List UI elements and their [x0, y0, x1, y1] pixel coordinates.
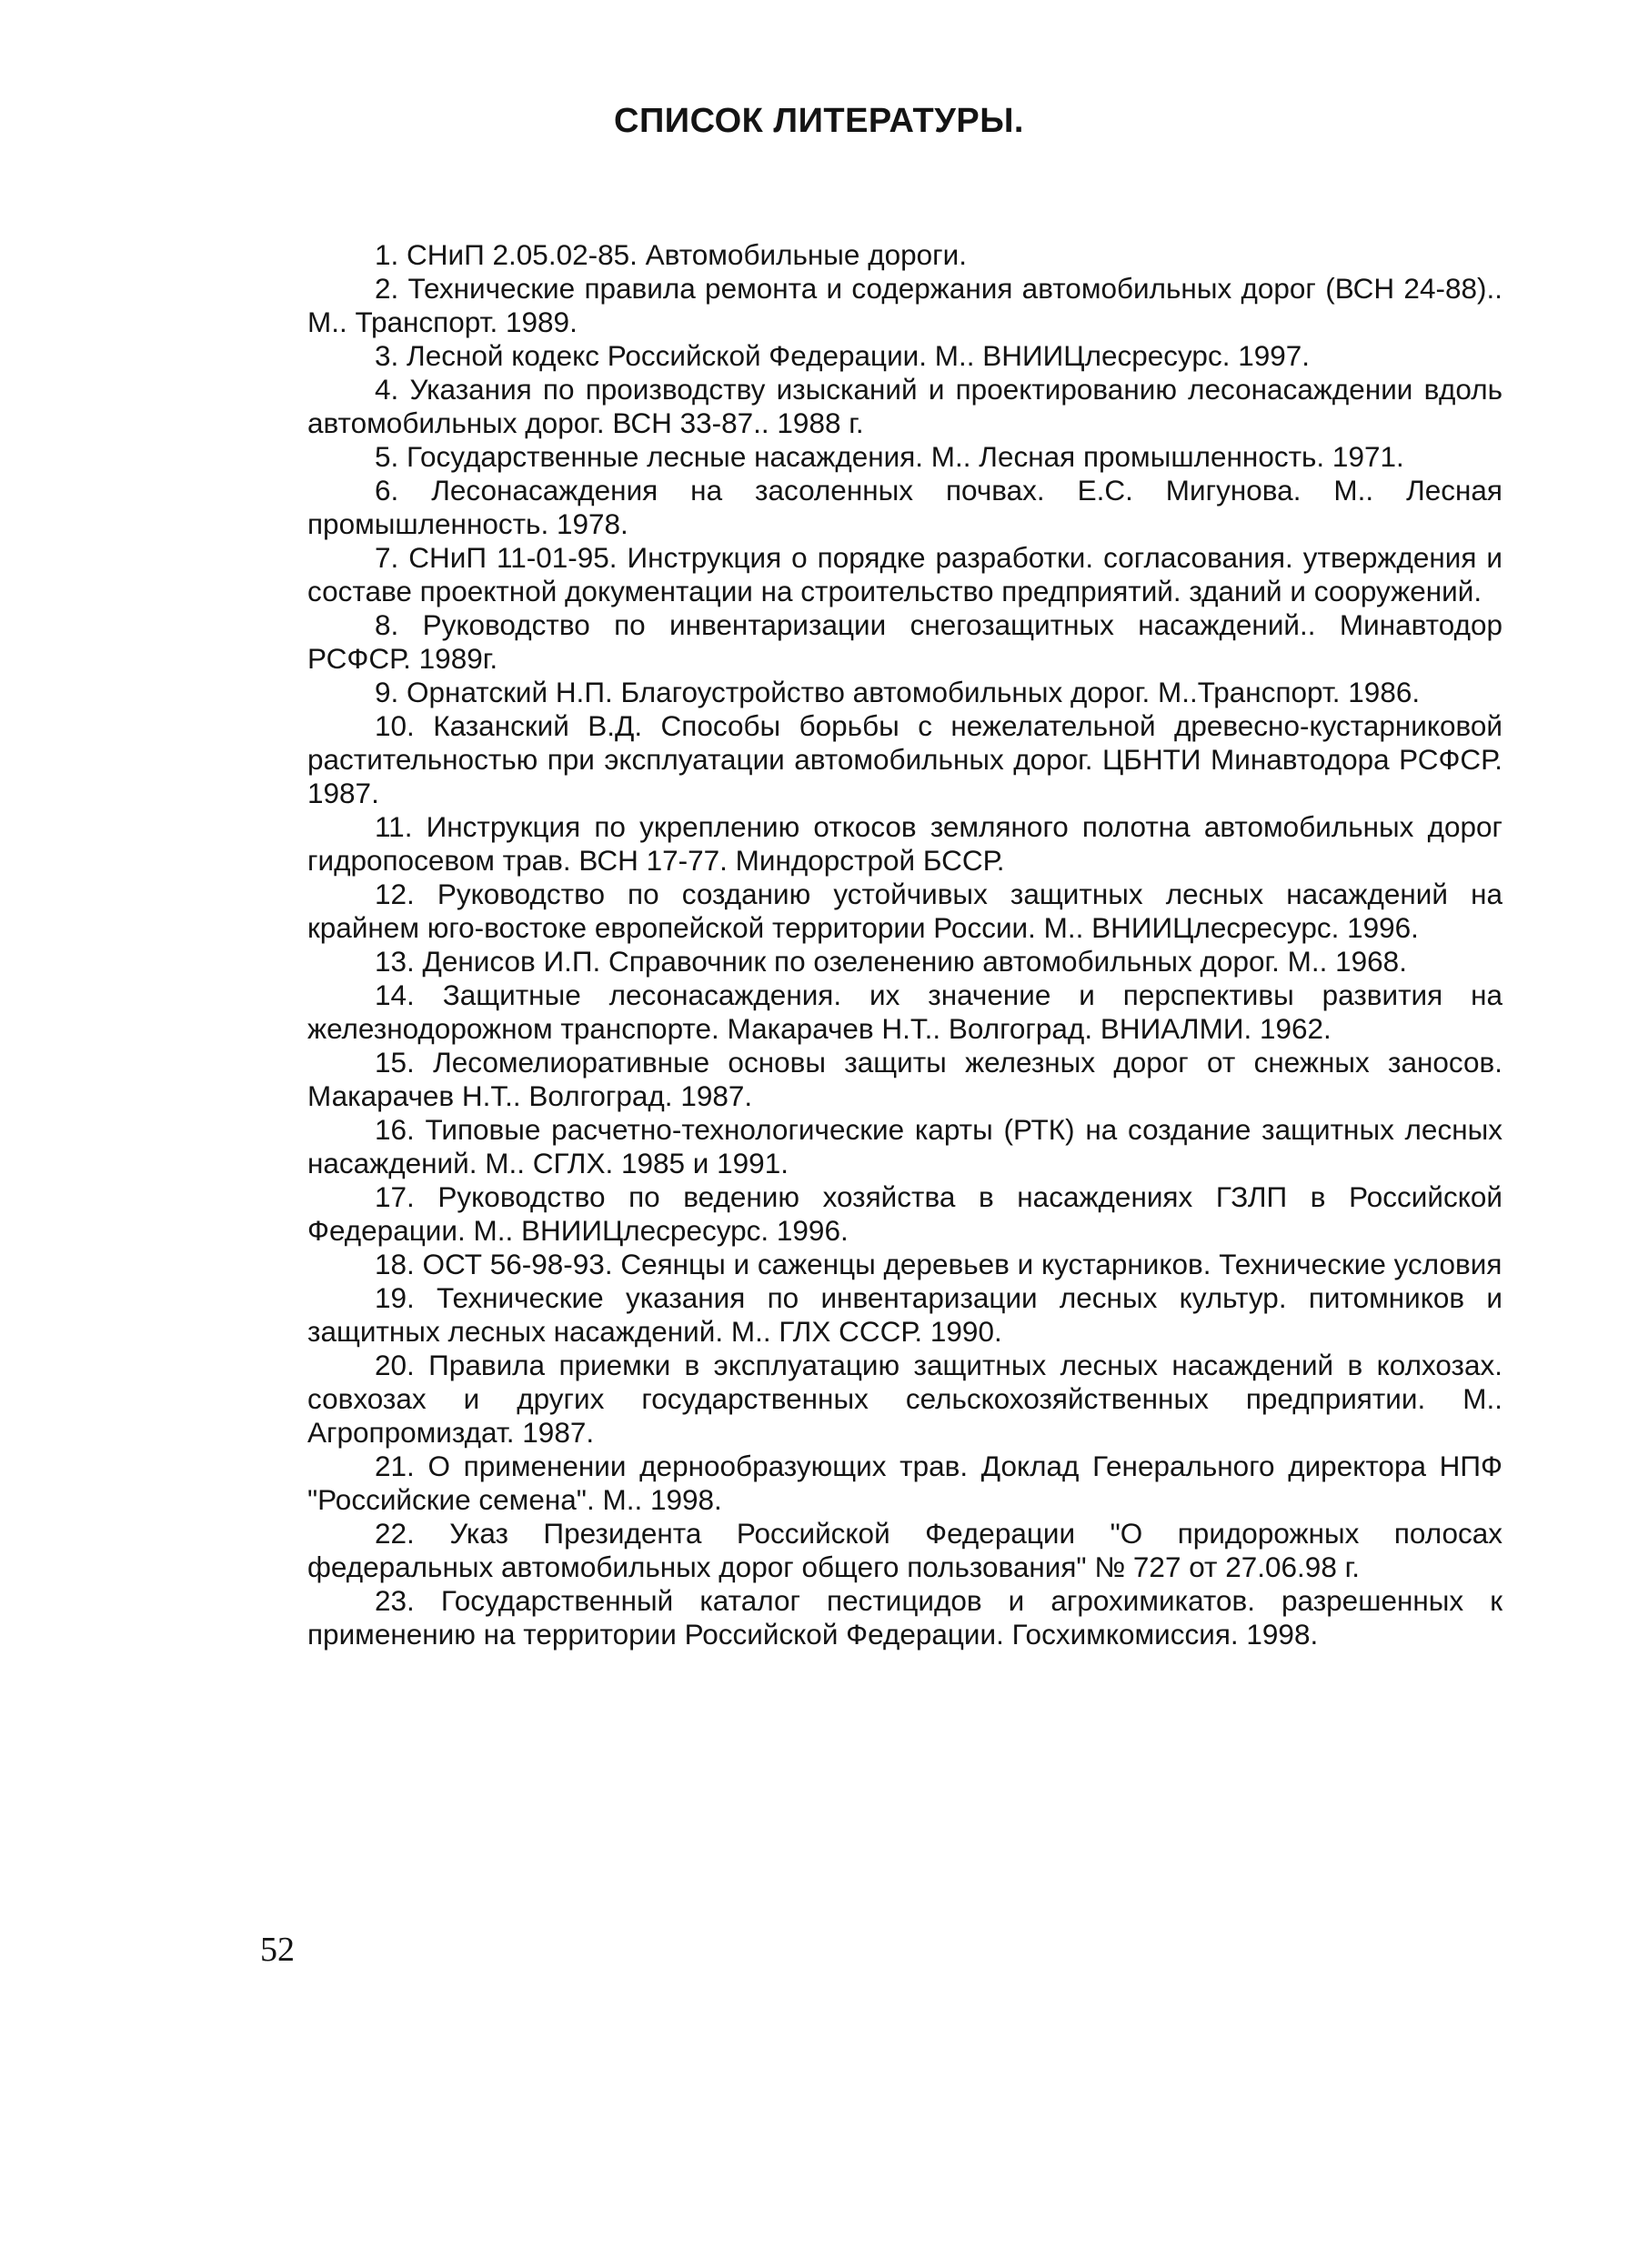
reference-item: 8. Руководство по инвентаризации снегозащитных насаждений.. Минавтодор РСФСР. 1989г.	[307, 608, 1502, 675]
reference-item: 16. Типовые расчетно-технологические карты (РТК) на создание защитных лесных насаждений. М.. СГЛХ. 1985 и 1991.	[307, 1113, 1502, 1179]
reference-item: 22. Указ Президента Российской Федерации "О придорожных полосах федеральных автомобильных дорог общего пользования" № 727 от 27.06.98 г.	[307, 1517, 1502, 1583]
reference-list	[307, 238, 1502, 1651]
reference-item: 21. О применении дернообразующих трав. Доклад Генерального директора НПФ "Российские семена". М.. 1998.	[307, 1450, 1502, 1516]
reference-item: 12. Руководство по созданию устойчивых защитных лесных насаждений на крайнем юго-востоке европейской территории России. М.. ВНИИЦлесресурс. 1996.	[307, 878, 1502, 944]
reference-item: 6. Лесонасаждения на засоленных почвах. Е.С. Мигунова. М.. Лесная промышленность. 1978.	[307, 474, 1502, 540]
reference-item: 11. Инструкция по укреплению откосов земляного полотна автомобильных дорог гидропосевом трав. ВСН 17-77. Миндорстрой БССР.	[307, 810, 1502, 877]
reference-item: 19. Технические указания по инвентаризации лесных культур. питомников и защитных лесных насаждений. М.. ГЛХ СССР. 1990.	[307, 1281, 1502, 1348]
reference-item: 4. Указания по производству изысканий и проектированию лесонасаждении вдоль автомобильных дорог. ВСН 33-87.. 1988 г.	[307, 373, 1502, 439]
reference-item: 10. Казанский В.Д. Способы борьбы с нежелательной древесно-кустарниковой растительностью при эксплуатации автомобильных дорог. ЦБНТИ Минавтодора РСФСР. 1987.	[307, 709, 1502, 809]
reference-item: 7. СНиП 11-01-95. Инструкция о порядке разработки. согласования. утверждения и составе проектной документации на строительство предприятий. зданий и сооружений.	[307, 541, 1502, 607]
reference-item: 9. Орнатский Н.П. Благоустройство автомобильных дорог. М..Транспорт. 1986.	[375, 676, 1421, 708]
reference-item: 20. Правила приемки в эксплуатацию защитных лесных насаждений в колхозах. совхозах и других государственных сельскохозяйственных предприятии. М.. Агропромиздат. 1987.	[307, 1349, 1502, 1449]
reference-item: 23. Государственный каталог пестицидов и агрохимикатов. разрешенных к применению на территории Российской Федерации. Госхимкомиссия. 1998.	[307, 1584, 1502, 1651]
reference-item: 5. Государственные лесные насаждения. М.. Лесная промышленность. 1971.	[375, 440, 1404, 473]
reference-item: 18. ОСТ 56-98-93. Сеянцы и саженцы деревьев и кустарников. Технические условия	[375, 1248, 1502, 1280]
reference-item: 15. Лесомелиоративные основы защиты железных дорог от снежных заносов. Макарачев Н.Т.. Волгоград. 1987.	[307, 1046, 1502, 1112]
reference-item: 1. СНиП 2.05.02-85. Автомобильные дороги.	[375, 238, 967, 271]
page-number: 52	[260, 1931, 295, 1969]
reference-item: 13. Денисов И.П. Справочник по озеленению автомобильных дорог. М.. 1968.	[375, 945, 1407, 978]
reference-item: 17. Руководство по ведению хозяйства в насаждениях ГЗЛП в Российской Федерации. М.. ВНИИЦлесресурс. 1996.	[307, 1180, 1502, 1247]
page-title: СПИСОК ЛИТЕРАТУРЫ.	[614, 102, 1024, 140]
reference-item: 2. Технические правила ремонта и содержания автомобильных дорог (ВСН 24-88).. М.. Транспорт. 1989.	[307, 272, 1502, 338]
reference-item: 3. Лесной кодекс Российской Федерации. М.. ВНИИЦлесресурс. 1997.	[375, 339, 1311, 372]
reference-item: 14. Защитные лесонасаждения. их значение и перспективы развития на железнодорожном транспорте. Макарачев Н.Т.. Волгоград. ВНИАЛМИ. 1962.	[307, 978, 1502, 1045]
